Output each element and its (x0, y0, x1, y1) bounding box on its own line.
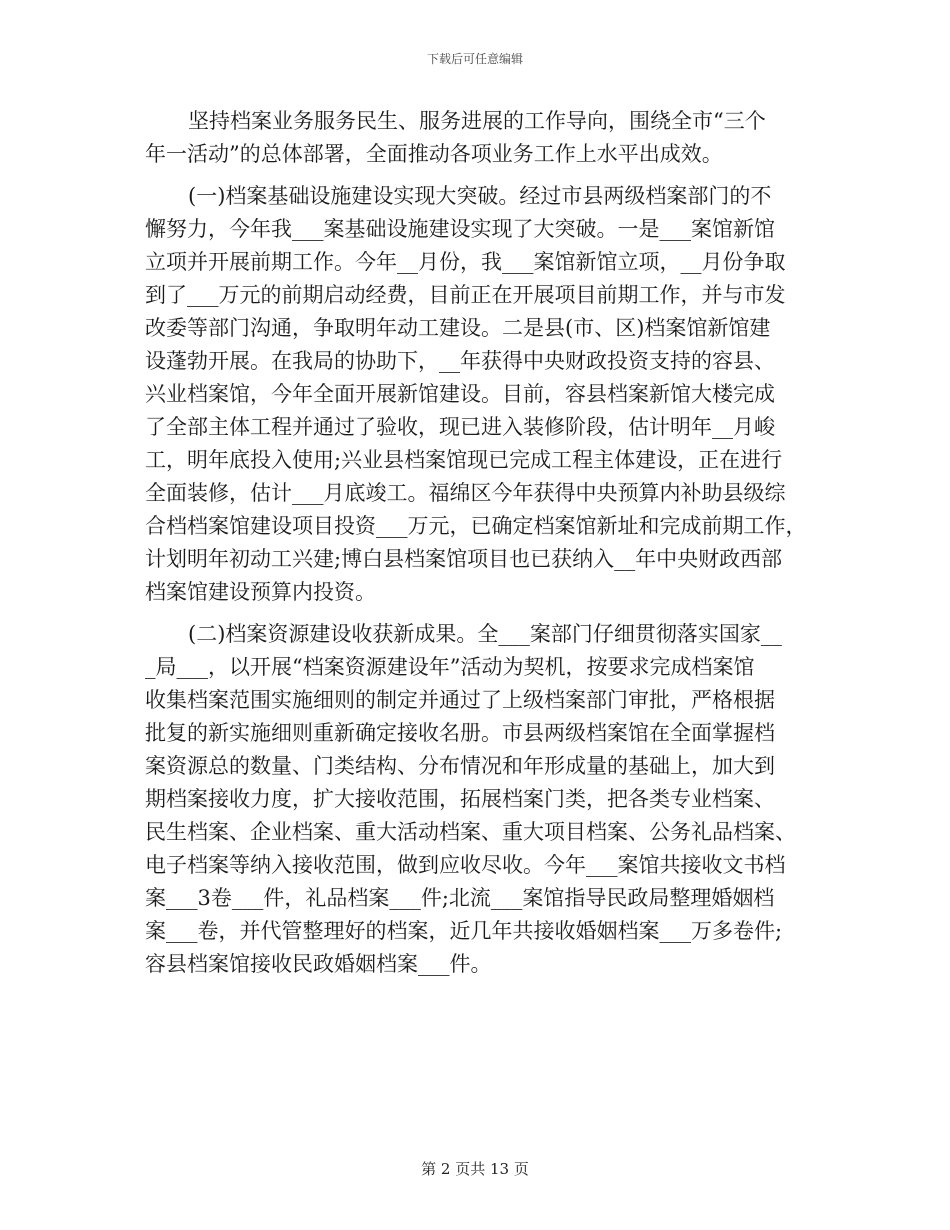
text-line: 年一活动”的总体部署，全面推动各项业务工作上水平出成效。 (145, 142, 723, 166)
text-line: 改委等部门沟通，争取明年动工建设。二是县(市、区)档案馆新馆建 (145, 316, 771, 340)
page-number: 第 2 页共 13 页 (421, 1160, 529, 1178)
page-header: 下载后可任意编辑 (426, 52, 523, 66)
text-line: 立项并开展前期工作。今年__月份，我___案馆新馆立项，__月份争取 (145, 250, 786, 274)
text-line: 兴业档案馆，今年全面开展新馆建设。目前，容县档案新馆大楼完成 (145, 382, 775, 406)
text-line: (一)档案基础设施建设实现大突破。经过市县两级档案部门的不 (188, 184, 772, 208)
text-line: 到了___万元的前期启动经费，目前正在开展项目前期工作，并与市发 (145, 283, 786, 307)
text-line: (二)档案资源建设收获新成果。全___案部门仔细贯彻落实国家__ (188, 622, 782, 646)
text-line: 民生档案、企业档案、重大活动档案、重大项目档案、公务礼品档案、 (145, 820, 796, 844)
text-line: 案___3卷___件，礼品档案___件;北流___案馆指导民政局整理婚姻档 (145, 886, 775, 910)
text-line: 案___卷，并代管整理好的档案，近几年共接收婚姻档案___万多卷件; (145, 919, 783, 943)
text-line: 设蓬勃开展。在我局的协助下，__年获得中央财政投资支持的容县、 (145, 349, 775, 373)
text-line: 了全部主体工程并通过了验收，现已进入装修阶段，估计明年__月峻 (145, 415, 775, 439)
text-line: _局___，以开展“档案资源建设年”活动为契机，按要求完成档案馆 (145, 655, 755, 679)
text-line: 工，明年底投入使用;兴业县档案馆现已完成工程主体建设，正在进行 (145, 448, 783, 472)
text-line: 计划明年初动工兴建;博白县档案馆项目也已获纳入__年中央财政西部 (145, 547, 783, 571)
text-line: 档案馆建设预算内投资。 (145, 580, 376, 604)
text-line: 电子档案等纳入接收范围，做到应收尽收。今年___案馆共接收文书档 (145, 853, 786, 877)
text-line: 懈努力，今年我___案基础设施建设实现了大突破。一是___案馆新馆 (145, 217, 775, 241)
document-body (145, 105, 815, 981)
text-line: 期档案接收力度，扩大接收范围，拓展档案门类，把各类专业档案、 (145, 787, 775, 811)
text-line: 案资源总的数量、门类结构、分布情况和年形成量的基础上，加大到 (145, 754, 775, 778)
text-line: 全面装修，估计___月底竣工。福绵区今年获得中央预算内补助县级综 (145, 481, 786, 505)
text-line: 容县档案馆接收民政婚姻档案___件。 (145, 952, 492, 976)
text-line: 批复的新实施细则重新确定接收名册。市县两级档案馆在全面掌握档 (145, 721, 775, 745)
text-line: 收集档案范围实施细则的制定并通过了上级档案部门审批，严格根据 (145, 688, 775, 712)
text-line: 合档档案馆建设项目投资___万元，已确定档案馆新址和完成前期工作， (145, 514, 807, 538)
text-line: 坚持档案业务服务民生、服务进展的工作导向，围绕全市“三个 (188, 109, 766, 133)
